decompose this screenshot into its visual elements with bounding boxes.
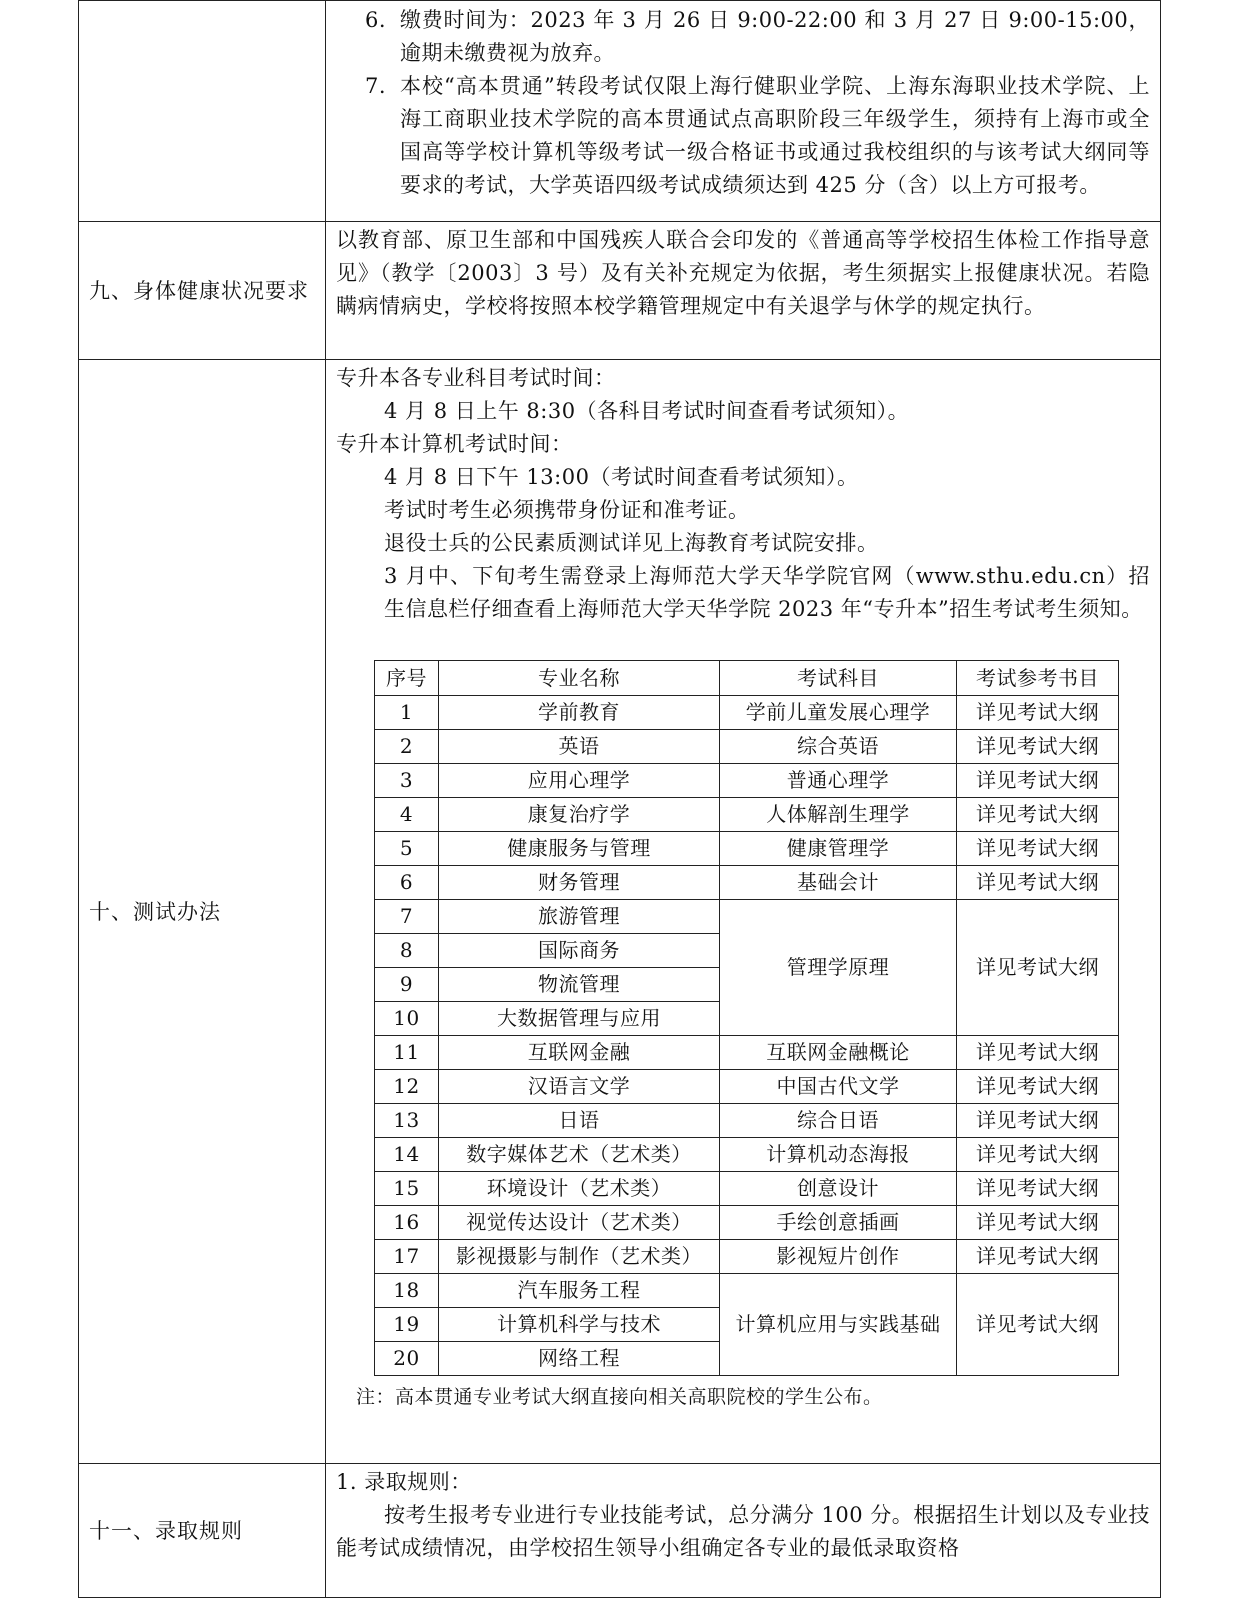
- table-row: [375, 1206, 1119, 1240]
- table-row: [375, 900, 1119, 934]
- major-name: 财务管理: [439, 866, 720, 900]
- section-11-label: [79, 1464, 326, 1598]
- major-name: 数字媒体艺术（艺术类）: [439, 1138, 720, 1172]
- table-row: [375, 1036, 1119, 1070]
- table-row: [375, 730, 1119, 764]
- row-number: 13: [375, 1104, 439, 1138]
- section-10-label-text: 十、测试办法: [89, 899, 221, 924]
- row-number: 19: [375, 1308, 439, 1342]
- reference-book: 详见考试大纲: [957, 1240, 1119, 1274]
- column-header: 考试科目: [720, 661, 957, 696]
- reference-book: 详见考试大纲: [957, 866, 1119, 900]
- exam-subjects-table: [374, 660, 1119, 1376]
- exam-subject: 创意设计: [720, 1172, 957, 1206]
- row-number: 1: [375, 696, 439, 730]
- exam-subject: 综合日语: [720, 1104, 957, 1138]
- column-header: 专业名称: [439, 661, 720, 696]
- table-row: [375, 1240, 1119, 1274]
- section-9-row: [79, 222, 1161, 360]
- reference-book: 详见考试大纲: [957, 1274, 1119, 1376]
- table-row: [375, 1274, 1119, 1308]
- row-number: 4: [375, 798, 439, 832]
- section-10-row: [79, 360, 1161, 1464]
- table-row: [375, 696, 1119, 730]
- row-number: 16: [375, 1206, 439, 1240]
- exam-info-line: 退役士兵的公民素质测试详见上海教育考试院安排。: [384, 531, 879, 555]
- reference-book: 详见考试大纲: [957, 832, 1119, 866]
- column-header: 序号: [375, 661, 439, 696]
- exam-subject: 综合英语: [720, 730, 957, 764]
- row-number: 10: [375, 1002, 439, 1036]
- exam-subject: 学前儿童发展心理学: [720, 696, 957, 730]
- exam-subject: 人体解剖生理学: [720, 798, 957, 832]
- major-name: 英语: [439, 730, 720, 764]
- row-number: 15: [375, 1172, 439, 1206]
- section-11-content: [326, 1464, 1161, 1598]
- row-number: 12: [375, 1070, 439, 1104]
- section-9-text: 以教育部、原卫生部和中国残疾人联合会印发的《普通高等学校招生体检工作指导意见》（教学〔2003〕3 号）及有关补充规定为依据，考生须据实上报健康状况。若隐瞒病情病史，学校将按照本校学籍管理规定中有关退学与休学的规定执行。: [336, 228, 1150, 318]
- section-9-label-text: 九、身体健康状况要求: [89, 278, 309, 303]
- item-text: 本校“高本贯通”转段考试仅限上海行健职业学院、上海东海职业技术学院、上海工商职业技术学院的高本贯通试点高职阶段三年级学生，须持有上海市或全国高等学校计算机等级考试一级合格证书或通过我校组织的与该考试大纲同等要求的考试，大学英语四级考试成绩须达到 425 分（含）以上方可报考。: [400, 74, 1150, 197]
- item-6: [336, 4, 1150, 70]
- reference-book: 详见考试大纲: [957, 730, 1119, 764]
- section-10-label: [79, 360, 326, 1464]
- reference-book: 详见考试大纲: [957, 1172, 1119, 1206]
- section-10-content: [326, 360, 1161, 1464]
- table-row: [375, 832, 1119, 866]
- exam-subject: 互联网金融概论: [720, 1036, 957, 1070]
- table-row: [375, 1104, 1119, 1138]
- exam-subject: 手绘创意插画: [720, 1206, 957, 1240]
- major-name: 国际商务: [439, 934, 720, 968]
- major-name: 汉语言文学: [439, 1070, 720, 1104]
- item-7: [336, 70, 1150, 202]
- exam-subject: 普通心理学: [720, 764, 957, 798]
- exam-info-line: 4 月 8 日上午 8:30（各科目考试时间查看考试须知）。: [384, 399, 910, 423]
- reference-book: 详见考试大纲: [957, 900, 1119, 1036]
- item-text: 缴费时间为：2023 年 3 月 26 日 9:00-22:00 和 3 月 27 日 9:00-15:00，逾期未缴费视为放弃。: [400, 8, 1150, 65]
- major-name: 网络工程: [439, 1342, 720, 1376]
- table-row: [375, 866, 1119, 900]
- reference-book: 详见考试大纲: [957, 1036, 1119, 1070]
- exam-info-line: 考试时考生必须携带身份证和准考证。: [384, 498, 750, 522]
- table-row: [375, 798, 1119, 832]
- row-number: 18: [375, 1274, 439, 1308]
- reference-book: 详见考试大纲: [957, 696, 1119, 730]
- exam-info-line: 3 月中、下旬考生需登录上海师范大学天华学院官网（www.sthu.edu.cn）招生信息栏仔细查看上海师范大学天华学院 2023 年“专升本”招生考试考生须知。: [384, 564, 1150, 621]
- row-number: 8: [375, 934, 439, 968]
- major-name: 日语: [439, 1104, 720, 1138]
- major-name: 物流管理: [439, 968, 720, 1002]
- exam-info-line: 专升本各专业科目考试时间：: [336, 366, 616, 390]
- exam-subject: 计算机动态海报: [720, 1138, 957, 1172]
- reference-book: 详见考试大纲: [957, 1104, 1119, 1138]
- row-number: 7: [375, 900, 439, 934]
- rule-heading: 1. 录取规则：: [336, 1470, 472, 1494]
- row-number: 9: [375, 968, 439, 1002]
- major-name: 汽车服务工程: [439, 1274, 720, 1308]
- row-number: 6: [375, 866, 439, 900]
- row-number: 2: [375, 730, 439, 764]
- major-name: 影视摄影与制作（艺术类）: [439, 1240, 720, 1274]
- section-8-content: [326, 1, 1161, 222]
- table-row: [375, 1070, 1119, 1104]
- major-name: 互联网金融: [439, 1036, 720, 1070]
- major-name: 应用心理学: [439, 764, 720, 798]
- section-8-label-cell: [79, 1, 326, 222]
- exam-info-line: 专升本计算机考试时间：: [336, 432, 573, 456]
- row-number: 14: [375, 1138, 439, 1172]
- major-name: 计算机科学与技术: [439, 1308, 720, 1342]
- rule-text: 按考生报考专业进行专业技能考试，总分满分 100 分。根据招生计划以及专业技能考试成绩情况，由学校招生领导小组确定各专业的最低录取资格: [336, 1503, 1150, 1560]
- reference-book: 详见考试大纲: [957, 1206, 1119, 1240]
- section-11-row: [79, 1464, 1161, 1598]
- reference-book: 详见考试大纲: [957, 764, 1119, 798]
- section-11-label-text: 十一、录取规则: [89, 1518, 243, 1543]
- major-name: 健康服务与管理: [439, 832, 720, 866]
- exam-subject: 基础会计: [720, 866, 957, 900]
- row-number: 3: [375, 764, 439, 798]
- item-number: 6.: [364, 8, 386, 32]
- admission-brochure-table: [78, 0, 1161, 1598]
- exam-info-line: 4 月 8 日下午 13:00（考试时间查看考试须知）。: [384, 465, 859, 489]
- major-name: 旅游管理: [439, 900, 720, 934]
- section-9-content: [326, 222, 1161, 360]
- row-number: 5: [375, 832, 439, 866]
- row-number: 20: [375, 1342, 439, 1376]
- reference-book: 详见考试大纲: [957, 1070, 1119, 1104]
- exam-subject: 影视短片创作: [720, 1240, 957, 1274]
- reference-book: 详见考试大纲: [957, 798, 1119, 832]
- table-header-row: [375, 661, 1119, 696]
- row-number: 11: [375, 1036, 439, 1070]
- table-note: 注：高本贯通专业考试大纲直接向相关高职院校的学生公布。: [356, 1386, 883, 1408]
- major-name: 学前教育: [439, 696, 720, 730]
- row-number: 17: [375, 1240, 439, 1274]
- section-8-row: [79, 1, 1161, 222]
- major-name: 康复治疗学: [439, 798, 720, 832]
- table-row: [375, 1138, 1119, 1172]
- item-number: 7.: [364, 74, 386, 98]
- reference-book: 详见考试大纲: [957, 1138, 1119, 1172]
- section-9-label: [79, 222, 326, 360]
- column-header: 考试参考书目: [957, 661, 1119, 696]
- table-row: [375, 764, 1119, 798]
- major-name: 视觉传达设计（艺术类）: [439, 1206, 720, 1240]
- major-name: 大数据管理与应用: [439, 1002, 720, 1036]
- exam-subject: 计算机应用与实践基础: [720, 1274, 957, 1376]
- exam-subject: 管理学原理: [720, 900, 957, 1036]
- exam-subject: 健康管理学: [720, 832, 957, 866]
- exam-subject: 中国古代文学: [720, 1070, 957, 1104]
- table-row: [375, 1172, 1119, 1206]
- major-name: 环境设计（艺术类）: [439, 1172, 720, 1206]
